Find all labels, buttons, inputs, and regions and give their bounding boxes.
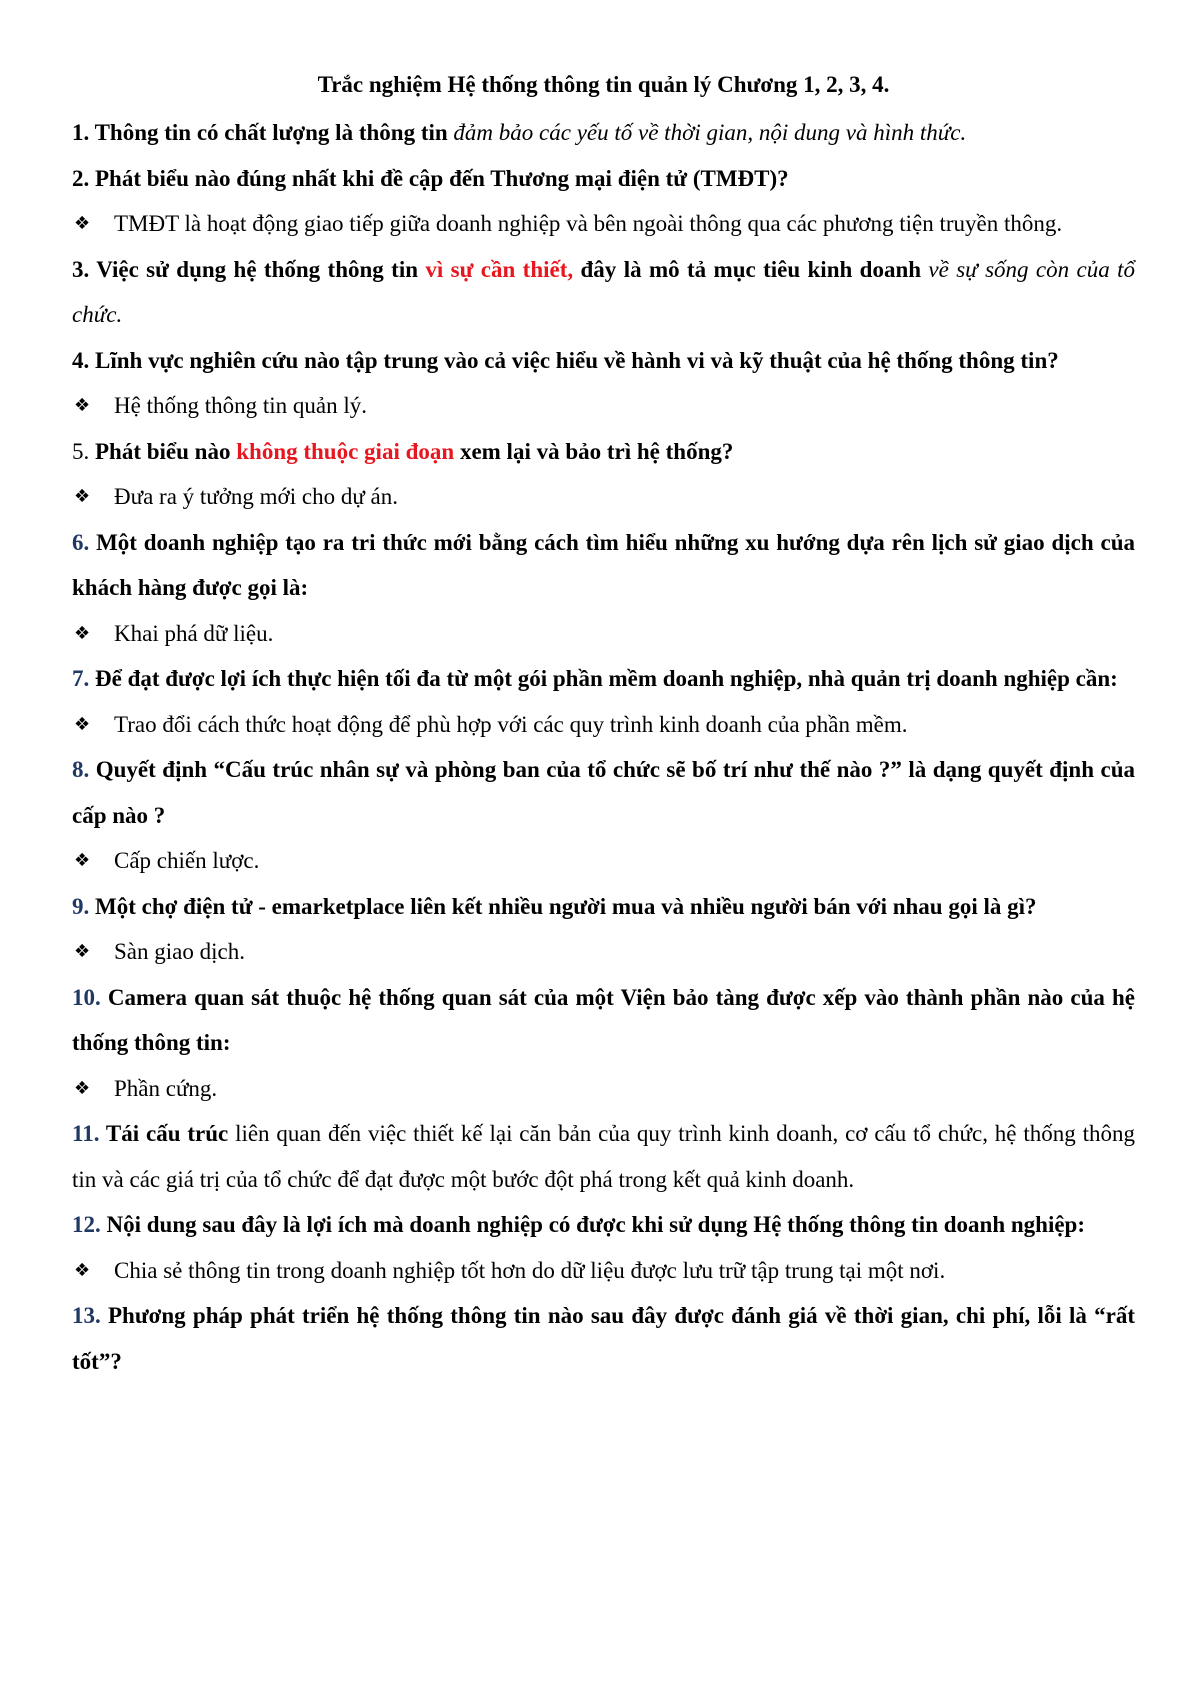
question-number: 12. [72,1212,101,1237]
question-text: Camera quan sát thuộc hệ thống quan sát của một Viện bảo tàng được xếp vào thành phần nào của hệ thống thông tin: [72,984,1135,1055]
four-diamond-bullet-icon: ❖ [74,622,91,644]
answer-2 [72,201,1135,247]
answer-9 [72,929,1135,975]
answer-text: Khai phá dữ liệu. [114,620,274,646]
question-text: Một doanh nghiệp tạo ra tri thức mới bằng cách tìm hiểu những xu hướng dựa rên lịch sử giao dịch của khách hàng được gọi là: [72,529,1135,600]
answer-text: Đưa ra ý tưởng mới cho dự án. [114,484,398,509]
four-diamond-bullet-icon: ❖ [74,486,91,507]
answer-text: liên quan đến việc thiết kế lại căn bản của quy trình kinh doanh, cơ cấu tổ chức, hệ thống thông tin và các giá trị của tổ chức để đạt được một bước đột phá trong kết quả kinh doanh. [72,1121,1135,1192]
question-1 [72,110,1135,156]
question-number: 10. [72,984,101,1010]
question-11 [72,1111,1135,1202]
question-text: Phát biểu nào [89,438,237,464]
question-text: Quyết định “Cấu trúc nhân sự và phòng ban của tổ chức sẽ bố trí như thế nào ?” là dạng quyết định của cấp nào ? [72,757,1135,828]
question-number: 3. [72,256,90,282]
highlight-text: vì sự cần thiết, [425,256,574,282]
question-text: Nội dung sau đây là lợi ích mà doanh nghiệp có được khi sử dụng Hệ thống thông tin doanh nghiệp: [100,1212,1085,1237]
question-12 [72,1202,1135,1248]
four-diamond-bullet-icon: ❖ [74,941,91,962]
question-5 [72,429,1135,475]
question-13 [72,1293,1135,1384]
question-text: Một chợ điện tử - emarketplace liên kết nhiều người mua và nhiều người bán với nhau gọi là gì? [89,893,1037,919]
answer-text: Sàn giao dịch. [114,939,245,964]
answer-5 [72,474,1135,520]
answer-12 [72,1248,1135,1294]
question-text: Phương pháp phát triển hệ thống thông tin nào sau đây được đánh giá về thời gian, chi phí, lỗi là “rất tốt”? [72,1303,1135,1374]
document-page [72,68,1135,1384]
four-diamond-bullet-icon: ❖ [74,1077,91,1099]
question-text: Phát biểu nào đúng nhất khi đề cập đến Thương mại điện tử (TMĐT)? [89,165,789,191]
answer-text: đảm bảo các yếu tố về thời gian, nội dung và hình thức. [453,120,967,145]
question-number: 5. [72,438,90,464]
question-text: Để đạt được lợi ích thực hiện tối đa từ một gói phần mềm doanh nghiệp, nhà quản trị doanh nghiệp cần: [89,666,1118,691]
answer-text: về sự sống còn của tổ chức. [72,256,1135,327]
question-number: 4. [72,347,90,373]
answer-8 [72,838,1135,884]
question-text: Thông tin có chất lượng là thông tin [89,120,454,145]
question-4 [72,338,1135,384]
question-2 [72,156,1135,202]
question-8 [72,747,1135,838]
answer-4 [72,383,1135,429]
question-text: Việc sử dụng hệ thống thông tin [89,256,426,282]
answer-10 [72,1066,1135,1112]
answer-text: Hệ thống thông tin quản lý. [114,393,367,418]
question-number: 6. [72,529,90,555]
answer-text: Phần cứng. [114,1075,218,1101]
highlight-text: không thuộc giai đoạn [236,438,455,464]
answer-text: TMĐT là hoạt động giao tiếp giữa doanh nghiệp và bên ngoài thông qua các phương tiện truyền thông. [114,211,1063,236]
answer-7 [72,702,1135,748]
question-number: 9. [72,893,90,919]
question-text: Lĩnh vực nghiên cứu nào tập trung vào cả việc hiểu về hành vi và kỹ thuật của hệ thống thông tin? [89,347,1059,373]
answer-text: Cấp chiến lược. [114,848,260,873]
question-text: Tái cấu trúc [99,1121,229,1146]
four-diamond-bullet-icon: ❖ [74,850,91,871]
answer-text: Trao đổi cách thức hoạt động để phù hợp với các quy trình kinh doanh của phần mềm. [114,711,908,737]
question-7 [72,656,1135,702]
question-number: 2. [72,165,90,191]
question-6 [72,520,1135,611]
page-title: Trắc nghiệm Hệ thống thông tin quản lý Chương 1, 2, 3, 4. [317,72,890,97]
answer-text: Chia sẻ thông tin trong doanh nghiệp tốt hơn do dữ liệu được lưu trữ tập trung tại một nơi. [114,1257,946,1283]
question-text: xem lại và bảo trì hệ thống? [454,438,734,464]
question-number: 13. [72,1303,101,1328]
four-diamond-bullet-icon: ❖ [74,713,91,735]
question-10 [72,975,1135,1066]
four-diamond-bullet-icon: ❖ [74,395,91,416]
question-number: 1. [72,120,90,145]
question-text: đây là mô tả mục tiêu kinh doanh [573,256,929,282]
question-number: 11. [72,1121,100,1146]
answer-6 [72,611,1135,657]
question-9 [72,884,1135,930]
question-number: 7. [72,666,90,691]
question-3 [72,247,1135,338]
question-number: 8. [72,757,90,782]
four-diamond-bullet-icon: ❖ [74,213,91,234]
four-diamond-bullet-icon: ❖ [74,1259,91,1281]
